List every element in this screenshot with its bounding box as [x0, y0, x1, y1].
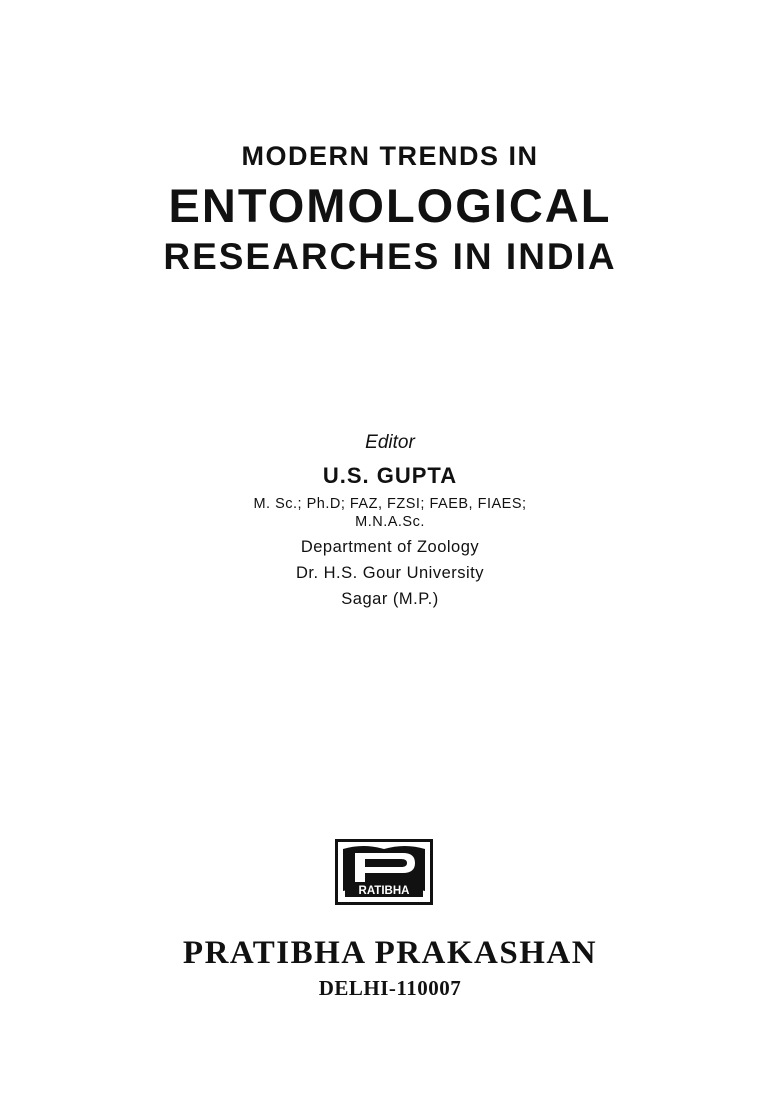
publisher-name: PRATIBHA PRAKASHAN: [182, 935, 598, 971]
title-line-1: MODERN TRENDS IN: [241, 141, 539, 171]
editor-city: Sagar (M.P.): [341, 590, 439, 608]
title-line-2: ENTOMOLOGICAL: [168, 179, 612, 232]
editor-department: Department of Zoology: [300, 538, 480, 556]
publisher-book-logo-icon: [335, 839, 433, 905]
editor-university: Dr. H.S. Gour University: [295, 564, 485, 582]
editor-name: U.S. GUPTA: [322, 463, 458, 488]
logo-wordmark: RATIBHA: [358, 885, 410, 897]
editor-qualifications-line-1: M. Sc.; Ph.D; FAZ, FZSI; FAEB, FIAES;: [253, 496, 527, 512]
editor-qualifications-line-2: M.N.A.Sc.: [355, 514, 425, 530]
editor-label: Editor: [365, 432, 415, 453]
title-line-3: RESEARCHES IN INDIA: [163, 236, 617, 277]
publisher-city: DELHI-110007: [318, 976, 462, 1000]
